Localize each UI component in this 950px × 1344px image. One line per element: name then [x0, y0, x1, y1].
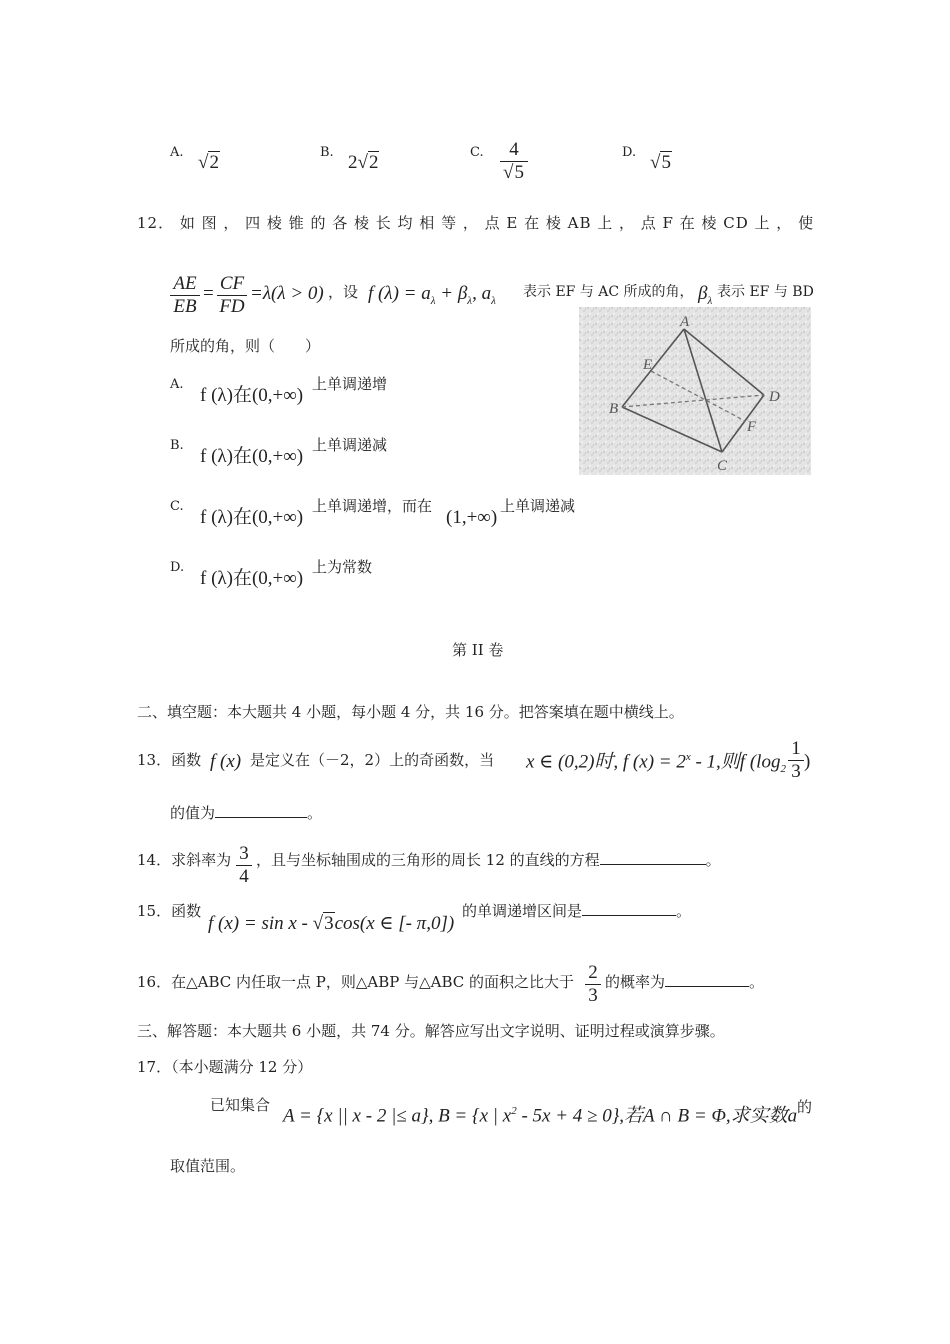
point-label-f: F	[747, 419, 757, 435]
q13-answer-blank[interactable]	[215, 817, 307, 818]
q12-option-b-expr: f (λ)在(0,+∞)	[200, 446, 304, 467]
q11-option-a-label: A.	[170, 145, 184, 160]
q11-option-a-value: √2	[198, 152, 219, 173]
q13-fraction: $\frac{1}{3}$	[788, 738, 804, 783]
q12-stem-line1: 12． 如 图 ， 四 棱 锥 的 各 棱 长 均 相 等 ， 点 E 在 棱 AB 上 ， 点 F 在 棱 CD 上 ， 使	[137, 214, 815, 232]
q12-option-a-expr: f (λ)在(0,+∞)	[200, 385, 304, 406]
vertex-label-d: D	[769, 389, 780, 405]
pyramid-figure	[579, 307, 811, 475]
q12-option-d-expr: f (λ)在(0,+∞)	[200, 568, 304, 589]
q12-option-c-expr2: (1,+∞)	[446, 507, 498, 528]
q17-tail: 的	[797, 1098, 813, 1116]
q14-text: ，且与坐标轴围成的三角形的周长 12 的直线的方程 。	[256, 851, 721, 869]
q16-text2: 的概率为 。	[605, 973, 765, 991]
vertex-label-a: A	[680, 314, 690, 330]
q13-label: 13．函数	[137, 751, 202, 769]
q11-option-b-label: B.	[320, 145, 334, 160]
q13-line2: 的值为 。	[170, 804, 323, 822]
q13-text1: 是定义在（－2，2）上的奇函数，当	[250, 751, 495, 769]
q16-text: 16．在△ABC 内任取一点 P，则△ABP 与△ABC 的面积之比大于	[137, 973, 575, 991]
q11-option-d-value: √5	[650, 152, 671, 173]
q11-option-c-value: $\frac{4}{√5}$	[500, 139, 528, 184]
q12-stem-line3: 所成的角，则（ ）	[170, 337, 321, 355]
q17-label: 17．（本小题满分 12 分）	[137, 1058, 313, 1076]
q12-option-c-text2: 上单调递减	[500, 497, 576, 515]
q13-condition: x ∈ (0,2)时, f $(x) = 2^x - 1$,则f ($\log_2$	[526, 751, 786, 776]
q17-line2: 取值范围。	[170, 1157, 246, 1175]
vertex-label-c: C	[717, 458, 728, 474]
q12-option-c-text: 上单调递增，而在	[312, 497, 433, 515]
q12-option-a-label: A.	[170, 377, 184, 392]
q12-desc2: 表示 EF 与 BD	[717, 284, 814, 300]
q12-condition: =λ(λ > 0)	[250, 283, 324, 304]
q12-fraction-ae-eb: $\frac{AE}{EB}$	[170, 273, 200, 318]
q11-option-b-value: 2√2	[348, 152, 379, 173]
q15-expression: f (x) = sin x - √3cos(x ∈ [- π,0])	[208, 913, 455, 934]
q13-close-paren: )	[804, 751, 811, 772]
q11-option-d-label: D.	[622, 145, 637, 160]
section-title: 第 II 卷	[452, 641, 504, 659]
q14-fraction: $\frac{3}{4}$	[236, 843, 252, 888]
q11-option-c-label: C.	[470, 145, 484, 160]
q13-fx: f (x)	[210, 751, 242, 772]
q16-answer-blank[interactable]	[665, 986, 749, 987]
q12-desc1: 表示 EF 与 AC 所成的角，	[523, 284, 694, 300]
q12-option-c-expr: f (λ)在(0,+∞)	[200, 507, 304, 528]
q12-fraction-cf-fd: $\frac{CF}{FD}$	[217, 273, 247, 318]
q12-option-c-label: C.	[170, 499, 184, 514]
q12-option-b-label: B.	[170, 438, 184, 453]
q15-label: 15．函数	[137, 902, 202, 920]
q12-option-d-text: 上为常数	[312, 558, 373, 576]
vertex-label-b: B	[609, 401, 619, 417]
q12-option-b-text: 上单调递减	[312, 436, 388, 454]
q14-answer-blank[interactable]	[600, 864, 706, 865]
q12-option-d-label: D.	[170, 560, 185, 575]
q14-label: 14．求斜率为	[137, 851, 232, 869]
q16-fraction: $\frac{2}{3}$	[585, 962, 601, 1007]
q12-set-text: ，设	[328, 283, 359, 301]
q15-answer-blank[interactable]	[582, 915, 676, 916]
q12-f-expression: f $(\lambda) = a_\lambda + \beta_\lambda$, $a_\lambda$	[368, 283, 496, 307]
q12-beta: $\beta_\lambda$	[698, 283, 713, 307]
point-label-e: E	[643, 357, 653, 373]
q12-equals: =	[203, 283, 214, 304]
q17-expression: A = {x || x - 2 |≤ a}, B = {x | $x^2 - 5x + 4 \ge 0$},若A ∩ B = Φ,求实数a	[283, 1105, 798, 1127]
q12-option-a-text: 上单调递增	[312, 375, 388, 393]
part3-heading: 三、解答题：本大题共 6 小题，共 74 分。解答应写出文字说明、证明过程或演算步骤。	[137, 1022, 725, 1040]
part2-heading: 二、填空题：本大题共 4 小题，每小题 4 分，共 16 分。把答案填在题中横线上。	[137, 703, 684, 721]
q17-lead: 已知集合	[210, 1096, 271, 1114]
q15-text: 的单调递增区间是 。	[462, 902, 692, 920]
